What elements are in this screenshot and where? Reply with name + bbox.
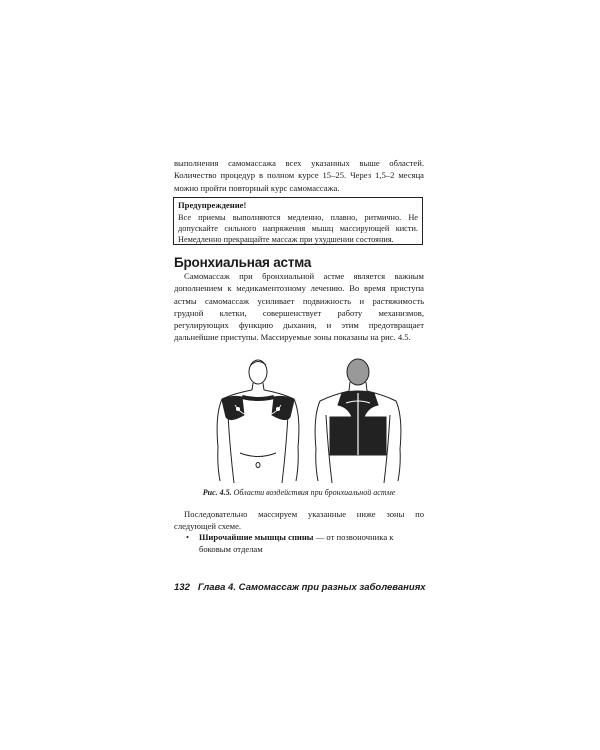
schema-paragraph: Последовательно массируем указанные ниже зоны по следующей схеме. [174,509,424,532]
page-number: 132 [174,582,190,593]
bullet-description: — от позвоночника к боковым отделам [199,532,394,555]
massage-zones-figure [200,355,410,485]
page-footer [174,582,426,593]
warning-box [173,197,423,245]
figure-caption-text: Области воздействия при бронхиальной астме [233,488,396,497]
warning-title: Предупреждение! [178,200,247,210]
warning-body: Все приемы выполняются медленно, плавно, ритмично. Не допускайте сильного напряжения мышц массирующей кисти. Немедленно прекращайте массаж при ухудшении состояния. [178,212,418,245]
bullet-marker: • [186,532,190,542]
back-view-illustration [315,359,401,483]
chapter-title: Глава 4. Самомассаж при разных заболеваниях [197,582,426,593]
intro-paragraph: выполнения самомассажа всех указанных выше областей. Количество процедур в полном курсе 15–25. Через 1,5–2 месяца можно пройти повторный курс самомассажа. [174,158,424,193]
figure-caption-label: Рис. 4.5. [202,488,232,497]
section-paragraph: Самомассаж при бронхиальной астме является важным дополнением к медикаментозному лечению. Во время приступа астмы самомассаж усиливает подвижность и растяжимость грудной клетки, совершенствует работу механизмов, регулирующих функцию дыхания, и этим предотвращает дальнейшие приступы. Массируемые зоны показаны на рис. 4.5. [174,271,424,343]
front-view-illustration [217,360,299,483]
bullet-text [199,531,424,556]
section-heading: Бронхиальная астма [174,255,312,270]
figure-caption [174,488,424,497]
bullet-bold-term: Широчайшие мышцы спины [199,532,314,542]
